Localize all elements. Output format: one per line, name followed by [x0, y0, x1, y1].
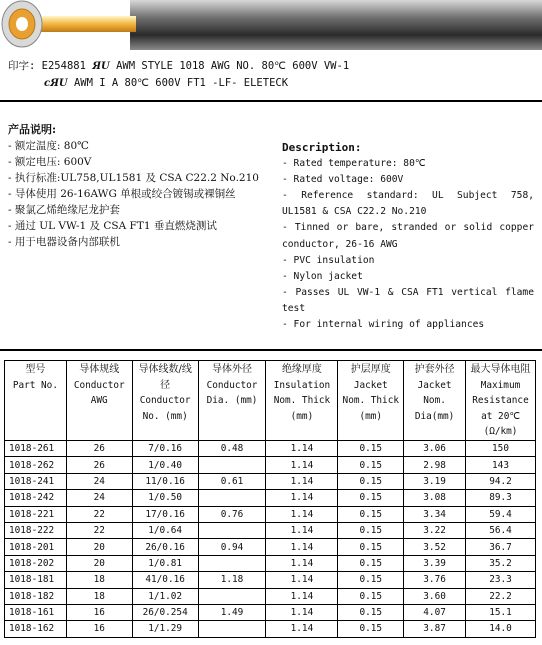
table-cell: 18: [66, 588, 132, 604]
table-cell: 41/0.16: [132, 572, 198, 588]
col-header-part-no: 型号 Part No.: [5, 361, 67, 441]
table-cell: 23.3: [466, 572, 536, 588]
col-header-jacket-thick: 护层厚度 Jacket Nom. Thick (mm): [338, 361, 404, 441]
table-cell: 1018-241: [5, 473, 67, 489]
list-item: - PVC insulation: [282, 254, 375, 266]
spec-table: [4, 360, 536, 638]
table-cell: [198, 490, 266, 506]
table-cell: 0.15: [338, 604, 404, 620]
table-cell: 1018-182: [5, 588, 67, 604]
table-cell: 2.98: [404, 457, 466, 473]
table-cell: 3.34: [404, 506, 466, 522]
table-cell: [198, 588, 266, 604]
table-cell: 0.15: [338, 588, 404, 604]
table-cell: 56.4: [466, 522, 536, 538]
list-item: - For internal wiring of appliances: [282, 319, 485, 331]
table-cell: 0.15: [338, 621, 404, 637]
table-cell: 3.60: [404, 588, 466, 604]
table-cell: 1.14: [266, 473, 338, 489]
table-cell: 1.14: [266, 506, 338, 522]
table-cell: 20: [66, 539, 132, 555]
table-cell: 1/1.29: [132, 621, 198, 637]
table-cell: 3.08: [404, 490, 466, 506]
table-cell: 26/0.16: [132, 539, 198, 555]
table-cell: 1/0.64: [132, 522, 198, 538]
table-cell: 15.1: [466, 604, 536, 620]
table-cell: 0.15: [338, 572, 404, 588]
table-cell: 1.14: [266, 604, 338, 620]
divider-top: [0, 100, 542, 102]
table-cell: 1/0.81: [132, 555, 198, 571]
description-cn-heading: 产品说明:: [8, 123, 57, 136]
table-cell: 1018-161: [5, 604, 67, 620]
table-cell: 0.61: [198, 473, 266, 489]
table-cell: 1.18: [198, 572, 266, 588]
cable-marking: [8, 58, 349, 92]
table-body: [5, 441, 536, 638]
col-header-resistance: 最大导体电阻 Maximum Resistance at 20℃ (Ω/km): [466, 361, 536, 441]
list-item: - Passes UL VW-1 & CSA FT1 vertical flame test: [282, 286, 534, 314]
table-cell: 1018-222: [5, 522, 67, 538]
table-cell: 1018-181: [5, 572, 67, 588]
table-row: [5, 457, 536, 473]
list-item: - Tinned or bare, stranded or solid copper conductor, 26-16 AWG: [282, 222, 534, 250]
marking-text-2: AWM I A 80℃ 600V FT1 -LF- ELETECK: [67, 77, 289, 89]
table-cell: [198, 522, 266, 538]
table-cell: 1.49: [198, 604, 266, 620]
table-cell: 24: [66, 473, 132, 489]
table-cell: 0.15: [338, 490, 404, 506]
table-cell: 3.52: [404, 539, 466, 555]
table-cell: 11/0.16: [132, 473, 198, 489]
table-cell: 0.15: [338, 506, 404, 522]
table-row: [5, 522, 536, 538]
table-cell: 1.14: [266, 441, 338, 457]
table-cell: 26/0.254: [132, 604, 198, 620]
table-cell: 26: [66, 457, 132, 473]
table-row: [5, 555, 536, 571]
table-cell: 17/0.16: [132, 506, 198, 522]
table-cell: 1.14: [266, 555, 338, 571]
table-row: [5, 572, 536, 588]
table-cell: 1018-162: [5, 621, 67, 637]
list-item: - 导体使用 26-16AWG 单根或绞合镀锡或裸铜丝: [8, 188, 236, 200]
description-cn: [8, 122, 268, 250]
marking-label: 印字:: [8, 60, 36, 72]
list-item: - 聚氯乙烯绝缘尼龙护套: [8, 204, 120, 216]
table-cell: 1.14: [266, 457, 338, 473]
table-cell: 16: [66, 621, 132, 637]
table-cell: 0.76: [198, 506, 266, 522]
table-cell: [198, 621, 266, 637]
table-cell: 1018-221: [5, 506, 67, 522]
table-cell: 3.06: [404, 441, 466, 457]
list-item: - Rated temperature: 80℃: [282, 158, 426, 170]
table-cell: 16: [66, 604, 132, 620]
table-cell: [198, 457, 266, 473]
table-row: [5, 604, 536, 620]
table-row: [5, 473, 536, 489]
table-cell: 35.2: [466, 555, 536, 571]
marking-line-2: [8, 75, 349, 92]
col-header-insulation: 绝缘厚度 Insulation Nom. Thick (mm): [266, 361, 338, 441]
list-item: - 通过 UL VW-1 及 CSA FT1 垂直燃烧测试: [8, 220, 217, 232]
table-cell: 22: [66, 506, 132, 522]
table-cell: 1.14: [266, 588, 338, 604]
table-cell: 143: [466, 457, 536, 473]
table-row: [5, 621, 536, 637]
table-cell: 1018-261: [5, 441, 67, 457]
col-header-conductor-dia: 导体外径 Conductor Dia. (mm): [198, 361, 266, 441]
marking-line-1: [8, 58, 349, 75]
table-cell: 36.7: [466, 539, 536, 555]
list-item: - Nylon jacket: [282, 270, 363, 282]
table-cell: 4.07: [404, 604, 466, 620]
table-cell: 0.15: [338, 555, 404, 571]
divider-bottom: [0, 349, 542, 351]
marking-text-1: AWM STYLE 1018 AWG NO. 80℃ 600V VW-1: [109, 60, 350, 72]
cable-illustration: [0, 0, 542, 50]
table-cell: 1/1.02: [132, 588, 198, 604]
table-header-row: [5, 361, 536, 441]
table-cell: 59.4: [466, 506, 536, 522]
table-cell: 3.19: [404, 473, 466, 489]
list-item: - Reference standard: UL Subject 758, UL1581 & CSA C22.2 No.210: [282, 190, 534, 218]
table-cell: 7/0.16: [132, 441, 198, 457]
list-item: - 额定电压: 600V: [8, 156, 92, 168]
table-cell: 94.2: [466, 473, 536, 489]
cul-logo-icon: cЯU: [44, 78, 68, 89]
table-cell: 0.15: [338, 441, 404, 457]
table-cell: 14.0: [466, 621, 536, 637]
table-cell: 3.39: [404, 555, 466, 571]
table-cell: 3.76: [404, 572, 466, 588]
table-cell: 1.14: [266, 522, 338, 538]
table-cell: 22: [66, 522, 132, 538]
list-item: - Rated voltage: 600V: [282, 174, 404, 186]
table-cell: 0.15: [338, 473, 404, 489]
table-cell: 0.15: [338, 522, 404, 538]
table-cell: 1018-201: [5, 539, 67, 555]
col-header-strands: 导体线数/线径 Conductor No. (mm): [132, 361, 198, 441]
description-en: [282, 140, 534, 333]
list-item: - 用于电器设备内部联机: [8, 236, 120, 248]
table-cell: 26: [66, 441, 132, 457]
ul-logo-icon: ЯU: [92, 61, 110, 72]
table-cell: 0.94: [198, 539, 266, 555]
table-cell: 3.22: [404, 522, 466, 538]
table-cell: 20: [66, 555, 132, 571]
table-cell: 22.2: [466, 588, 536, 604]
table-cell: 0.15: [338, 539, 404, 555]
table-cell: 1018-202: [5, 555, 67, 571]
table-row: [5, 490, 536, 506]
table-cell: 1/0.40: [132, 457, 198, 473]
table-row: [5, 506, 536, 522]
table-cell: 0.15: [338, 457, 404, 473]
table-cell: 1.14: [266, 539, 338, 555]
table-cell: 1.14: [266, 490, 338, 506]
table-cell: [198, 555, 266, 571]
table-cell: 1.14: [266, 621, 338, 637]
marking-file-no: E254881: [41, 60, 93, 72]
col-header-jacket-dia: 护套外径 Jacket Nom. Dia(mm): [404, 361, 466, 441]
table-cell: 3.87: [404, 621, 466, 637]
list-item: - 额定温度: 80℃: [8, 140, 89, 152]
table-cell: 1/0.50: [132, 490, 198, 506]
table-cell: 1018-242: [5, 490, 67, 506]
list-item: - 执行标准:UL758,UL1581 及 CSA C22.2 No.210: [8, 172, 259, 184]
table-cell: 18: [66, 572, 132, 588]
description-en-heading: Description:: [282, 141, 362, 154]
table-cell: 24: [66, 490, 132, 506]
table-cell: 150: [466, 441, 536, 457]
table-cell: 89.3: [466, 490, 536, 506]
table-cell: 0.48: [198, 441, 266, 457]
table-row: [5, 588, 536, 604]
table-row: [5, 441, 536, 457]
table-cell: 1.14: [266, 572, 338, 588]
table-row: [5, 539, 536, 555]
col-header-awg: 导体规线 Conductor AWG: [66, 361, 132, 441]
table-cell: 1018-262: [5, 457, 67, 473]
